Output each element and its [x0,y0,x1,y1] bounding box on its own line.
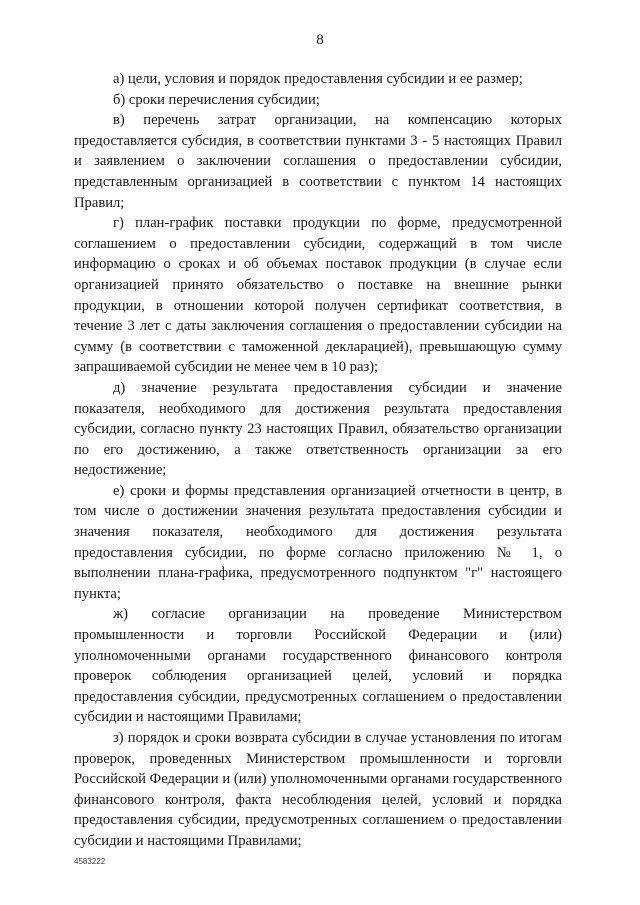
paragraph-g: г) план-график поставки продукции по форме, предусмотренной соглашением о предоставлении субсидии, содержащий в том числе информацию о сроках и об объемах поставок продукции (в случае если организацией принято обязательство о поставке на внешние рынки продукции, в отношении которой получен сертификат соответствия, в течение 3 лет с даты заключения соглашения о предоставлении субсидии на сумму (в соответствии с таможенной декларацией), превышающую сумму запрашиваемой субсидии не менее чем в 10 раз); [74,215,562,376]
paragraph-a: а) цели, условия и порядок предоставления субсидии и ее размер; [113,71,523,87]
paragraph-v: в) перечень затрат организации, на компенсацию которых предоставляется субсидия, в соответствии пунктами 3 - 5 настоящих Правил и заявлением о заключении соглашения о предоставлении субсидии, представленным организацией в соответствии с пунктом 14 настоящих Правил; [74,112,562,211]
paragraph-e: е) сроки и формы представления организацией отчетности в центр, в том числе о достижении значения результата предоставления субсидии и значения показателя, необходимого для достижения результата предоставления субсидии, по форме согласно приложению № 1, о выполнении плана-графика, предусмотренного подпунктом "г" настоящего пункта; [74,482,562,602]
document-code: 4583222 [74,857,106,866]
paragraph-d: д) значение результата предоставления субсидии и значение показателя, необходимого для достижения результата предоставления субсидии, согласно пункту 23 настоящих Правил, обязательство организации по его достижению, а также ответственность организации за его недостижение; [74,379,562,479]
paragraph-b: б) сроки перечисления субсидии; [113,91,320,108]
paragraph-zh: ж) согласие организации на проведение Министерством промышленности и торговли Российской Федерации и (или) уполномоченными органами государственного финансового контроля проверок соблюдения организацией целей, условий и порядка предоставления субсидии, предусмотренных соглашением о предоставлении субсидии и настоящими Правилами; [74,606,562,726]
document-body [74,69,562,852]
paragraph-z: з) порядок и сроки возврата субсидии в случае установления по итогам проверок, проведенных Министерством промышленности и торговли Российской Федерации и (или) уполномоченными органами государственного финансового контроля, факта несоблюдения целей, условий и порядка предоставления субсидии, предусмотренных соглашением о предоставлении субсидии и настоящими Правилами; [74,730,562,849]
page-number: 8 [316,32,324,48]
